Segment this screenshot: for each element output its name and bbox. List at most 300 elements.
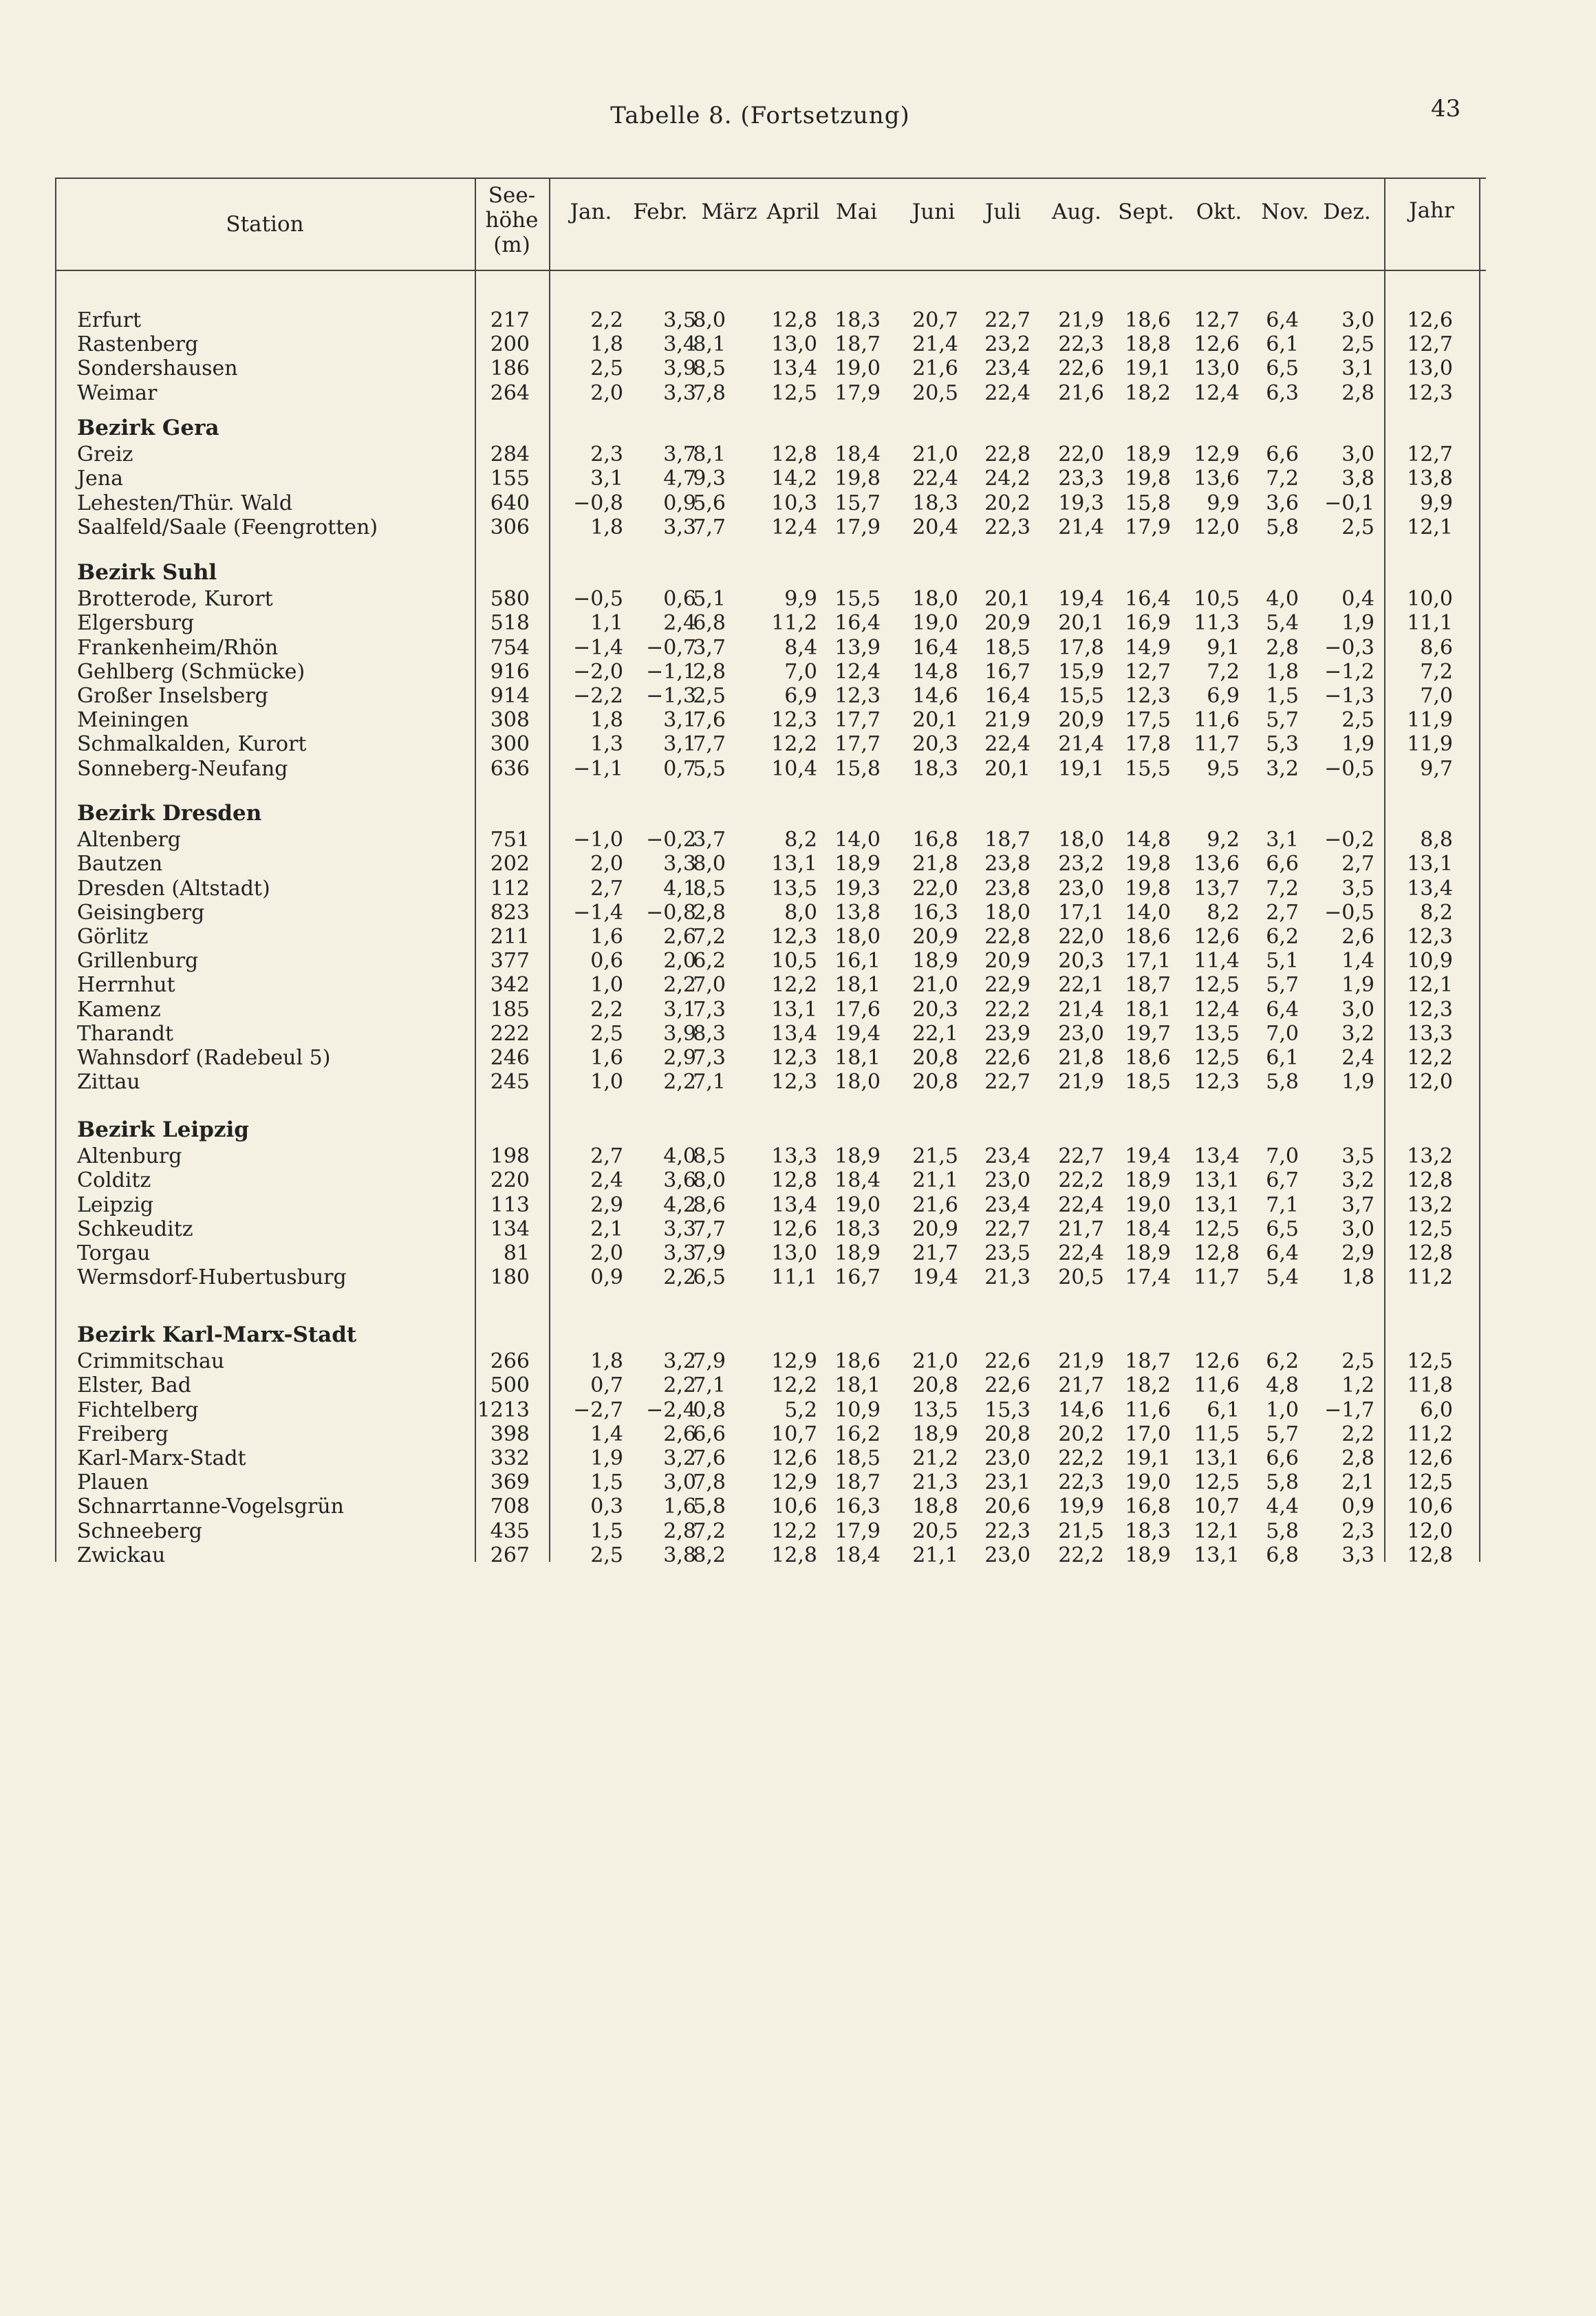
station-height: 308 bbox=[490, 708, 530, 733]
month-temperature: 21,1 bbox=[912, 1543, 958, 1567]
station-height: 220 bbox=[490, 1168, 530, 1193]
annual-temperature: 12,1 bbox=[1407, 515, 1453, 539]
station-name: Grillenburg bbox=[77, 949, 199, 974]
month-temperature: 16,3 bbox=[834, 1494, 881, 1519]
month-temperature: 22,6 bbox=[984, 1373, 1031, 1398]
month-temperature: 18,1 bbox=[834, 1046, 881, 1070]
month-temperature: 16,8 bbox=[1125, 1494, 1171, 1519]
station-height: 342 bbox=[490, 973, 530, 998]
month-temperature: 20,5 bbox=[912, 380, 958, 405]
month-temperature: 17,9 bbox=[834, 515, 881, 539]
month-temperature: 0,3 bbox=[590, 1494, 623, 1519]
month-temperature: −0,2 bbox=[1324, 828, 1374, 853]
month-temperature: 13,4 bbox=[1194, 1144, 1240, 1169]
month-temperature: 15,5 bbox=[1058, 684, 1104, 708]
month-temperature: 2,5 bbox=[590, 356, 623, 381]
month-temperature: 17,9 bbox=[834, 380, 881, 405]
month-temperature: 3,1 bbox=[1266, 828, 1299, 853]
month-temperature: 21,5 bbox=[912, 1144, 958, 1169]
month-temperature: 3,2 bbox=[663, 1349, 696, 1374]
month-temperature: 6,6 bbox=[1266, 852, 1299, 877]
month-temperature: 23,4 bbox=[984, 1144, 1031, 1169]
month-temperature: 6,8 bbox=[1266, 1543, 1299, 1567]
month-temperature: 12,6 bbox=[771, 1216, 817, 1241]
group-title: Bezirk Suhl bbox=[77, 560, 217, 585]
table-row bbox=[55, 901, 1486, 925]
month-temperature: 19,9 bbox=[1058, 1494, 1104, 1519]
month-temperature: 19,0 bbox=[1125, 1192, 1171, 1217]
month-temperature: 19,0 bbox=[834, 1192, 881, 1217]
month-temperature: 21,4 bbox=[1058, 732, 1104, 757]
month-temperature: 2,8 bbox=[693, 900, 726, 925]
annual-temperature: 12,5 bbox=[1407, 1349, 1453, 1374]
month-temperature: 18,9 bbox=[834, 1144, 881, 1169]
month-temperature: 7,0 bbox=[1266, 1021, 1299, 1046]
month-temperature: 2,5 bbox=[590, 1021, 623, 1046]
month-temperature: 2,9 bbox=[1341, 1241, 1374, 1265]
month-temperature: 20,5 bbox=[1058, 1265, 1104, 1290]
station-name: Zwickau bbox=[77, 1543, 166, 1567]
month-temperature: 19,4 bbox=[834, 1021, 881, 1046]
month-temperature: 21,7 bbox=[1058, 1216, 1104, 1241]
table-row bbox=[55, 491, 1486, 515]
month-temperature: 23,0 bbox=[1058, 1021, 1104, 1046]
month-temperature: 17,7 bbox=[834, 732, 881, 757]
month-temperature: 22,3 bbox=[1058, 332, 1104, 357]
month-temperature: 22,4 bbox=[1058, 1241, 1104, 1265]
table-row bbox=[55, 1193, 1486, 1217]
annual-temperature: 7,2 bbox=[1420, 659, 1453, 684]
annual-temperature: 8,6 bbox=[1420, 635, 1453, 660]
annual-temperature: 12,8 bbox=[1407, 1543, 1453, 1567]
month-temperature: 3,1 bbox=[663, 708, 696, 733]
month-temperature: 12,2 bbox=[771, 1373, 817, 1398]
month-temperature: 21,3 bbox=[984, 1265, 1031, 1290]
month-temperature: 19,8 bbox=[1125, 876, 1171, 901]
header-month: April bbox=[766, 200, 820, 224]
month-temperature: 2,4 bbox=[663, 611, 696, 636]
month-temperature: 20,8 bbox=[984, 1422, 1031, 1446]
month-temperature: 19,3 bbox=[834, 876, 881, 901]
month-temperature: 16,1 bbox=[834, 949, 881, 974]
month-temperature: 22,6 bbox=[984, 1349, 1031, 1374]
month-temperature: 20,1 bbox=[984, 587, 1031, 612]
station-name: Crimmitschau bbox=[77, 1349, 225, 1374]
table-row bbox=[55, 998, 1486, 1022]
station-name: Görlitz bbox=[77, 925, 149, 949]
station-height: 518 bbox=[490, 611, 530, 636]
header-month: Sept. bbox=[1118, 200, 1174, 224]
annual-temperature: 8,8 bbox=[1420, 828, 1453, 853]
station-height: 267 bbox=[490, 1543, 530, 1567]
annual-temperature: 9,7 bbox=[1420, 756, 1453, 781]
month-temperature: 19,0 bbox=[834, 356, 881, 381]
month-temperature: 3,3 bbox=[663, 515, 696, 539]
month-temperature: 5,5 bbox=[693, 756, 726, 781]
month-temperature: 8,2 bbox=[693, 1543, 726, 1567]
station-name: Colditz bbox=[77, 1168, 151, 1193]
month-temperature: 7,9 bbox=[693, 1349, 726, 1374]
month-temperature: −1,4 bbox=[573, 900, 623, 925]
month-temperature: 22,4 bbox=[1058, 1192, 1104, 1217]
month-temperature: 2,9 bbox=[663, 1046, 696, 1070]
table-row bbox=[55, 636, 1486, 660]
month-temperature: 12,6 bbox=[771, 1446, 817, 1470]
climate-table bbox=[55, 178, 1486, 1567]
month-temperature: 5,4 bbox=[1266, 1265, 1299, 1290]
month-temperature: 7,3 bbox=[693, 1046, 726, 1070]
month-temperature: 3,2 bbox=[1341, 1168, 1374, 1193]
month-temperature: 3,7 bbox=[693, 635, 726, 660]
month-temperature: 1,4 bbox=[590, 1422, 623, 1446]
month-temperature: 2,4 bbox=[590, 1168, 623, 1193]
month-temperature: 19,4 bbox=[1125, 1144, 1171, 1169]
month-temperature: 3,3 bbox=[663, 1241, 696, 1265]
month-temperature: 12,3 bbox=[771, 1070, 817, 1095]
group-title: Bezirk Dresden bbox=[77, 801, 262, 826]
month-temperature: 18,0 bbox=[1058, 828, 1104, 853]
month-temperature: 22,8 bbox=[984, 925, 1031, 949]
month-temperature: 1,6 bbox=[590, 1046, 623, 1070]
table-row bbox=[55, 1519, 1486, 1543]
table-row bbox=[55, 1398, 1486, 1422]
month-temperature: 23,2 bbox=[1058, 852, 1104, 877]
month-temperature: 23,8 bbox=[984, 876, 1031, 901]
month-temperature: 20,1 bbox=[912, 708, 958, 733]
month-temperature: 18,7 bbox=[1125, 1349, 1171, 1374]
month-temperature: 2,6 bbox=[663, 925, 696, 949]
month-temperature: 15,8 bbox=[834, 756, 881, 781]
station-height: 211 bbox=[490, 925, 530, 949]
month-temperature: 21,9 bbox=[1058, 308, 1104, 332]
month-temperature: 1,3 bbox=[590, 732, 623, 757]
month-temperature: 6,6 bbox=[693, 1422, 726, 1446]
month-temperature: 18,4 bbox=[834, 1543, 881, 1567]
month-temperature: 8,6 bbox=[693, 1192, 726, 1217]
month-temperature: 8,0 bbox=[693, 1168, 726, 1193]
header-month: Febr. bbox=[633, 200, 688, 224]
station-height: 186 bbox=[490, 356, 530, 381]
table-row bbox=[55, 308, 1486, 332]
month-temperature: 18,8 bbox=[912, 1494, 958, 1519]
month-temperature: 18,1 bbox=[834, 1373, 881, 1398]
table-row bbox=[55, 1046, 1486, 1070]
month-temperature: 7,7 bbox=[693, 515, 726, 539]
month-temperature: 16,8 bbox=[912, 828, 958, 853]
month-temperature: 12,5 bbox=[1194, 1470, 1240, 1495]
month-temperature: 5,8 bbox=[693, 1494, 726, 1519]
month-temperature: 2,7 bbox=[590, 1144, 623, 1169]
month-temperature: 21,3 bbox=[912, 1470, 958, 1495]
month-temperature: 22,8 bbox=[984, 442, 1031, 467]
month-temperature: 10,4 bbox=[771, 756, 817, 781]
month-temperature: 2,4 bbox=[1341, 1046, 1374, 1070]
month-temperature: 0,4 bbox=[1341, 587, 1374, 612]
month-temperature: 12,5 bbox=[1194, 1046, 1240, 1070]
month-temperature: 18,7 bbox=[1125, 973, 1171, 998]
month-temperature: 16,3 bbox=[912, 900, 958, 925]
month-temperature: 21,5 bbox=[1058, 1519, 1104, 1543]
month-temperature: 5,7 bbox=[1266, 1422, 1299, 1446]
month-temperature: 20,9 bbox=[984, 949, 1031, 974]
month-temperature: 9,1 bbox=[1207, 635, 1240, 660]
station-name: Schkeuditz bbox=[77, 1216, 193, 1241]
station-name: Geisingberg bbox=[77, 900, 205, 925]
month-temperature: 20,6 bbox=[984, 1494, 1031, 1519]
annual-temperature: 8,2 bbox=[1420, 900, 1453, 925]
month-temperature: 8,2 bbox=[1207, 900, 1240, 925]
month-temperature: 20,8 bbox=[912, 1373, 958, 1398]
month-temperature: 16,4 bbox=[834, 611, 881, 636]
month-temperature: 20,4 bbox=[912, 515, 958, 539]
month-temperature: 13,1 bbox=[771, 997, 817, 1022]
annual-temperature: 12,1 bbox=[1407, 973, 1453, 998]
table-row bbox=[55, 949, 1486, 973]
month-temperature: 3,1 bbox=[1341, 356, 1374, 381]
month-temperature: 1,8 bbox=[590, 708, 623, 733]
month-temperature: 8,5 bbox=[693, 1144, 726, 1169]
month-temperature: 7,2 bbox=[693, 1519, 726, 1543]
month-temperature: 3,2 bbox=[1341, 1021, 1374, 1046]
month-temperature: 21,0 bbox=[912, 1349, 958, 1374]
month-temperature: 2,2 bbox=[590, 308, 623, 332]
station-name: Herrnhut bbox=[77, 973, 175, 998]
month-temperature: 20,3 bbox=[912, 732, 958, 757]
month-temperature: 21,9 bbox=[1058, 1349, 1104, 1374]
station-height: 369 bbox=[490, 1470, 530, 1495]
month-temperature: 12,3 bbox=[771, 925, 817, 949]
month-temperature: 11,7 bbox=[1194, 1265, 1240, 1290]
station-height: 217 bbox=[490, 308, 530, 332]
station-height: 198 bbox=[490, 1144, 530, 1169]
month-temperature: 3,8 bbox=[1341, 467, 1374, 491]
month-temperature: 12,9 bbox=[1194, 442, 1240, 467]
month-temperature: 7,0 bbox=[1266, 1144, 1299, 1169]
month-temperature: 18,9 bbox=[1125, 442, 1171, 467]
month-temperature: 18,3 bbox=[912, 491, 958, 515]
table-row bbox=[55, 1070, 1486, 1094]
month-temperature: 6,1 bbox=[1266, 332, 1299, 357]
month-temperature: 6,8 bbox=[693, 611, 726, 636]
table-row bbox=[55, 381, 1486, 405]
month-temperature: 20,9 bbox=[984, 611, 1031, 636]
station-height: 155 bbox=[490, 467, 530, 491]
header-height bbox=[475, 183, 549, 257]
month-temperature: 1,9 bbox=[1341, 973, 1374, 998]
month-temperature: 7,2 bbox=[1266, 876, 1299, 901]
month-temperature: 9,2 bbox=[1207, 828, 1240, 853]
month-temperature: 19,8 bbox=[1125, 467, 1171, 491]
station-height: 916 bbox=[490, 659, 530, 684]
month-temperature: 19,7 bbox=[1125, 1021, 1171, 1046]
month-temperature: 3,0 bbox=[663, 1470, 696, 1495]
month-temperature: −1,3 bbox=[1324, 684, 1374, 708]
station-name: Karl-Marx-Stadt bbox=[77, 1446, 246, 1470]
month-temperature: 0,7 bbox=[590, 1373, 623, 1398]
month-temperature: 5,6 bbox=[693, 491, 726, 515]
month-temperature: 9,5 bbox=[1207, 756, 1240, 781]
month-temperature: 2,3 bbox=[1341, 1519, 1374, 1543]
month-temperature: 18,3 bbox=[912, 756, 958, 781]
month-temperature: 7,8 bbox=[693, 380, 726, 405]
month-temperature: 23,0 bbox=[984, 1168, 1031, 1193]
month-temperature: 12,2 bbox=[771, 973, 817, 998]
month-temperature: 6,1 bbox=[1207, 1397, 1240, 1422]
month-temperature: 12,6 bbox=[1194, 332, 1240, 357]
month-temperature: 12,3 bbox=[834, 684, 881, 708]
month-temperature: 1,6 bbox=[590, 925, 623, 949]
station-name: Altenberg bbox=[77, 828, 181, 853]
month-temperature: 2,2 bbox=[663, 973, 696, 998]
month-temperature: 6,7 bbox=[1266, 1168, 1299, 1193]
month-temperature: 2,7 bbox=[590, 876, 623, 901]
month-temperature: 16,7 bbox=[984, 659, 1031, 684]
month-temperature: 14,0 bbox=[834, 828, 881, 853]
month-temperature: 23,4 bbox=[984, 1192, 1031, 1217]
month-temperature: 18,4 bbox=[1125, 1216, 1171, 1241]
month-temperature: 16,9 bbox=[1125, 611, 1171, 636]
month-temperature: 12,4 bbox=[834, 659, 881, 684]
table-row bbox=[55, 1543, 1486, 1567]
month-temperature: 21,0 bbox=[912, 973, 958, 998]
month-temperature: 23,3 bbox=[1058, 467, 1104, 491]
month-temperature: 8,1 bbox=[693, 442, 726, 467]
month-temperature: 16,4 bbox=[1125, 587, 1171, 612]
header-month: Nov. bbox=[1261, 200, 1309, 224]
month-temperature: 21,8 bbox=[912, 852, 958, 877]
month-temperature: 7,0 bbox=[784, 659, 817, 684]
month-temperature: 3,0 bbox=[1341, 442, 1374, 467]
month-temperature: 18,9 bbox=[834, 1241, 881, 1265]
month-temperature: 5,2 bbox=[784, 1397, 817, 1422]
month-temperature: 3,6 bbox=[1266, 491, 1299, 515]
station-name: Freiberg bbox=[77, 1422, 169, 1446]
station-name: Jena bbox=[77, 467, 123, 491]
month-temperature: 22,0 bbox=[1058, 925, 1104, 949]
month-temperature: 2,2 bbox=[663, 1070, 696, 1095]
table-row bbox=[55, 925, 1486, 949]
month-temperature: 13,0 bbox=[771, 1241, 817, 1265]
station-name: Saalfeld/Saale (Feengrotten) bbox=[77, 515, 378, 539]
month-temperature: 5,7 bbox=[1266, 708, 1299, 733]
month-temperature: 8,5 bbox=[693, 356, 726, 381]
month-temperature: 4,2 bbox=[663, 1192, 696, 1217]
month-temperature: 2,0 bbox=[590, 1241, 623, 1265]
annual-temperature: 11,2 bbox=[1407, 1422, 1453, 1446]
page-number: 43 bbox=[1431, 95, 1461, 122]
month-temperature: 18,2 bbox=[1125, 380, 1171, 405]
month-temperature: 19,0 bbox=[1125, 1470, 1171, 1495]
header-height-line3: (m) bbox=[493, 233, 530, 257]
month-temperature: 1,0 bbox=[1266, 1397, 1299, 1422]
month-temperature: 18,7 bbox=[834, 332, 881, 357]
month-temperature: 22,6 bbox=[984, 1046, 1031, 1070]
month-temperature: 12,8 bbox=[1194, 1241, 1240, 1265]
table-top-rule bbox=[55, 178, 1486, 179]
month-temperature: 4,8 bbox=[1266, 1373, 1299, 1398]
month-temperature: 18,5 bbox=[1125, 1070, 1171, 1095]
annual-temperature: 12,2 bbox=[1407, 1046, 1453, 1070]
annual-temperature: 10,6 bbox=[1407, 1494, 1453, 1519]
annual-temperature: 12,3 bbox=[1407, 997, 1453, 1022]
station-height: 500 bbox=[490, 1373, 530, 1398]
table-row bbox=[55, 757, 1486, 781]
month-temperature: 14,9 bbox=[1125, 635, 1171, 660]
annual-temperature: 12,3 bbox=[1407, 925, 1453, 949]
month-temperature: 6,4 bbox=[1266, 1241, 1299, 1265]
month-temperature: 23,5 bbox=[984, 1241, 1031, 1265]
month-temperature: 2,8 bbox=[1341, 380, 1374, 405]
month-temperature: 18,9 bbox=[834, 852, 881, 877]
month-temperature: 13,5 bbox=[912, 1397, 958, 1422]
month-temperature: 22,7 bbox=[984, 1070, 1031, 1095]
month-temperature: 21,0 bbox=[912, 442, 958, 467]
month-temperature: 18,0 bbox=[912, 587, 958, 612]
station-height: 306 bbox=[490, 515, 530, 539]
month-temperature: 0,8 bbox=[693, 1397, 726, 1422]
month-temperature: 21,1 bbox=[912, 1168, 958, 1193]
header-month: Dez. bbox=[1323, 200, 1371, 224]
month-temperature: 15,7 bbox=[834, 491, 881, 515]
month-temperature: 7,9 bbox=[693, 1241, 726, 1265]
month-temperature: 22,3 bbox=[984, 515, 1031, 539]
header-month: Mai bbox=[835, 200, 878, 224]
station-height: 246 bbox=[490, 1046, 530, 1070]
station-name: Torgau bbox=[77, 1241, 151, 1265]
month-temperature: 18,6 bbox=[834, 1349, 881, 1374]
month-temperature: 15,5 bbox=[834, 587, 881, 612]
month-temperature: 18,6 bbox=[1125, 308, 1171, 332]
annual-temperature: 6,0 bbox=[1420, 1397, 1453, 1422]
month-temperature: 19,8 bbox=[1125, 852, 1171, 877]
header-station: Station bbox=[226, 212, 304, 237]
month-temperature: 1,9 bbox=[590, 1446, 623, 1470]
month-temperature: 20,7 bbox=[912, 308, 958, 332]
table-row bbox=[55, 1494, 1486, 1519]
month-temperature: 2,5 bbox=[590, 1543, 623, 1567]
month-temperature: 18,3 bbox=[834, 308, 881, 332]
month-temperature: 18,1 bbox=[834, 973, 881, 998]
month-temperature: 21,6 bbox=[912, 356, 958, 381]
month-temperature: −1,4 bbox=[573, 635, 623, 660]
month-temperature: 20,1 bbox=[984, 756, 1031, 781]
month-temperature: 7,2 bbox=[693, 925, 726, 949]
month-temperature: 17,1 bbox=[1058, 900, 1104, 925]
station-name: Wermsdorf-Hubertusburg bbox=[77, 1265, 347, 1290]
annual-temperature: 10,9 bbox=[1407, 949, 1453, 974]
month-temperature: 12,1 bbox=[1194, 1519, 1240, 1543]
month-temperature: 13,0 bbox=[771, 332, 817, 357]
station-name: Großer Inselsberg bbox=[77, 684, 268, 708]
month-temperature: 16,4 bbox=[984, 684, 1031, 708]
month-temperature: 5,8 bbox=[1266, 1519, 1299, 1543]
month-temperature: 12,4 bbox=[1194, 380, 1240, 405]
month-temperature: 12,8 bbox=[771, 308, 817, 332]
month-temperature: 10,7 bbox=[1194, 1494, 1240, 1519]
month-temperature: 13,7 bbox=[1194, 876, 1240, 901]
table-row bbox=[55, 1168, 1486, 1192]
month-temperature: 13,4 bbox=[771, 1192, 817, 1217]
station-height: 580 bbox=[490, 587, 530, 612]
table-row bbox=[55, 1217, 1486, 1241]
month-temperature: 4,0 bbox=[1266, 587, 1299, 612]
month-temperature: −2,7 bbox=[573, 1397, 623, 1422]
station-name: Brotterode, Kurort bbox=[77, 587, 273, 612]
month-temperature: 12,4 bbox=[771, 515, 817, 539]
month-temperature: 19,0 bbox=[912, 611, 958, 636]
month-temperature: 2,5 bbox=[1341, 708, 1374, 733]
month-temperature: 14,8 bbox=[912, 659, 958, 684]
